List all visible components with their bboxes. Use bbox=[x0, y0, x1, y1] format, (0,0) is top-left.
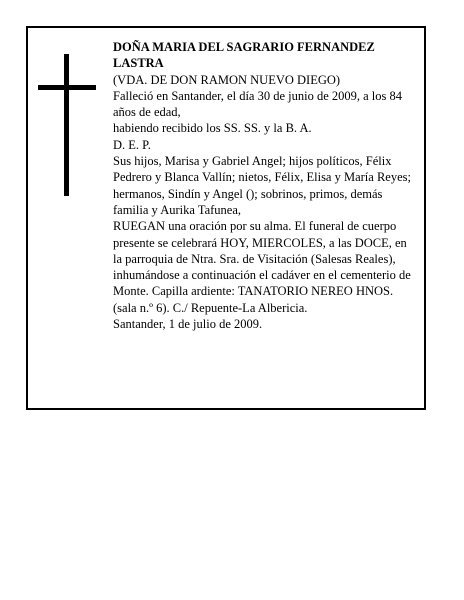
death-details: Falleció en Santander, el día 30 de junio de 2009, a los 84 años de edad, bbox=[113, 88, 403, 120]
sacraments-line: habiendo recibido los SS. SS. y la B. A. bbox=[113, 121, 312, 136]
obituary-text-block bbox=[113, 39, 413, 332]
funeral-request: RUEGAN una oración por su alma. El funeral de cuerpo presente se celebrará HOY, MIERCOLES, a las DOCE, en la parroquia de Ntra. Sra. de Visitación (Salesas Reales), inhumándose a continuación el cadáver en el cementerio de Monte. Capilla ardiente: TANATORIO NEREO HNOS. (sala n.º 6). C./ Repuente-La Albericia. bbox=[113, 219, 411, 315]
place-and-date: Santander, 1 de julio de 2009. bbox=[113, 317, 263, 332]
family-list: Sus hijos, Marisa y Gabriel Angel; hijos políticos, Félix Pedrero y Blanca Vallín; nietos, Félix, Elisa y María Reyes; hermanos, Sindín y Angel (); sobrinos, primos, demás familia y Aurika Tafunea, bbox=[113, 154, 411, 217]
cross-icon-vertical-bar bbox=[64, 54, 69, 196]
deceased-name: DOÑA MARIA DEL SAGRARIO FERNANDEZ LASTRA bbox=[113, 40, 375, 71]
cross-icon-horizontal-bar bbox=[38, 85, 96, 90]
widow-of-line: (VDA. DE DON RAMON NUEVO DIEGO) bbox=[113, 72, 341, 87]
rip-line: D. E. P. bbox=[113, 137, 151, 152]
